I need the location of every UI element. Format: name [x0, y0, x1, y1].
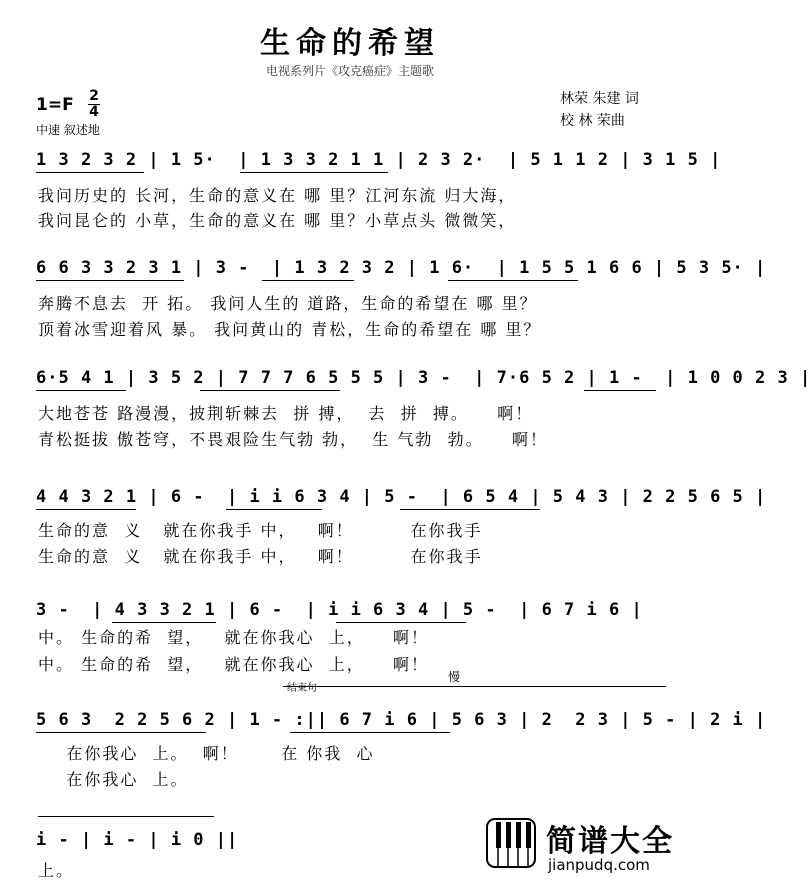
song-subtitle: 电视系列片《攻克癌症》主题歌 — [265, 64, 434, 78]
lyric-line-2b: 顶着冰雪迎着风 暴。 我问黄山的 青松，生命的希望在 哪 里？ — [38, 320, 542, 339]
notation-line-1: 1 3 2 3 2 | 1 5· | 1 3 3 2 1 1 | 2 3 2· | 5 1 1 2 | 3 1 5 | — [36, 150, 722, 170]
notation-line-5: 3 - | 4 3 3 2 1 | 6 - | i i 6 3 4 | 5 - | 6 7 i 6 | — [36, 600, 643, 620]
lyric-line-7: 上。 — [38, 861, 75, 880]
song-title: 生命的希望 — [260, 26, 440, 61]
notation-line-7: i - | i - | i 0 || — [36, 830, 239, 850]
lyric-line-4b: 生命的意 义 就在你我手 中， 啊！ 在你我手 — [38, 547, 483, 566]
lyric-line-6b: 在你我心 上。 — [38, 770, 189, 789]
beam — [400, 509, 540, 510]
beam — [36, 509, 136, 510]
lyric-line-5a: 中。 生命的希 望， 就在你我心 上， 啊！ — [38, 628, 430, 647]
credits — [560, 88, 639, 132]
lyric-line-1a: 我问历史的 长河，生命的意义在 哪 里？江河东流 归大海， — [38, 186, 517, 205]
time-top: 2 — [89, 88, 99, 104]
lyricist-credit: 林荣 朱建 词 — [560, 91, 639, 107]
beam — [240, 172, 388, 173]
beam — [36, 280, 184, 281]
key-signature: 1=F — [36, 95, 74, 115]
time-bottom: 4 — [89, 104, 99, 120]
lyric-line-3b: 青松挺拔 傲苍穹，不畏艰险生气勃 勃， 生 气勃 勃。 啊！ — [38, 430, 548, 449]
slow-marking: 慢 — [448, 670, 461, 684]
tempo-marking: 中速 叙述地 — [36, 123, 100, 137]
lyric-line-3a: 大地苍苍 路漫漫，披荆斩棘去 拼 搏， 去 拼 搏。 啊！ — [38, 404, 534, 423]
beam — [448, 280, 578, 281]
lyric-line-2a: 奔腾不息去 开 拓。 我问人生的 道路，生命的希望在 哪 里？ — [38, 294, 538, 313]
beam — [36, 172, 144, 173]
beam — [584, 390, 656, 391]
notation-line-6: 5 6 3 2 2 5 6 2 | 1 - :|| 6 7 i 6 | 5 6 3 | 2 2 3 | 5 - | 2 i | — [36, 710, 767, 730]
ending-label: 结束句 — [287, 683, 317, 694]
site-logo-text: 简谱大全 — [546, 824, 674, 859]
piano-logo-icon — [486, 818, 536, 868]
notation-line-3: 6·5 4 1 | 3 5 2 | 7 7 7 6 5 5 5 | 3 - | 7·6 5 2 | 1 - | 1 0 0 2 3 | — [36, 368, 811, 388]
lyric-line-4a: 生命的意 义 就在你我手 中， 啊！ 在你我手 — [38, 521, 483, 540]
beam — [290, 732, 450, 733]
beam — [112, 622, 216, 623]
beam — [200, 390, 340, 391]
lyric-line-5b: 中。 生命的希 望， 就在你我心 上， 啊！ — [38, 655, 430, 674]
beam — [226, 509, 322, 510]
notation-line-2: 6 6 3 3 2 3 1 | 3 - | 1 3 2 3 2 | 1 6· | 1 5 5 1 6 6 | 5 3 5· | — [36, 258, 767, 278]
beam — [336, 622, 466, 623]
beam — [36, 390, 126, 391]
time-signature — [88, 89, 100, 120]
lyric-line-6a: 在你我心 上。 啊！ 在 你我 心 — [38, 744, 375, 763]
ending-bracket — [283, 686, 666, 687]
site-url[interactable]: jianpudq.com — [548, 856, 650, 874]
composer-credit: 校 林 荣曲 — [560, 113, 625, 129]
beam — [262, 280, 354, 281]
notation-line-4: 4 4 3 2 1 | 6 - | i i 6 3 4 | 5 - | 6 5 4 | 5 4 3 | 2 2 5 6 5 | — [36, 487, 767, 507]
tie-line — [38, 816, 214, 817]
lyric-line-1b: 我问昆仑的 小草，生命的意义在 哪 里？小草点头 微微笑， — [38, 211, 517, 230]
beam — [36, 732, 206, 733]
